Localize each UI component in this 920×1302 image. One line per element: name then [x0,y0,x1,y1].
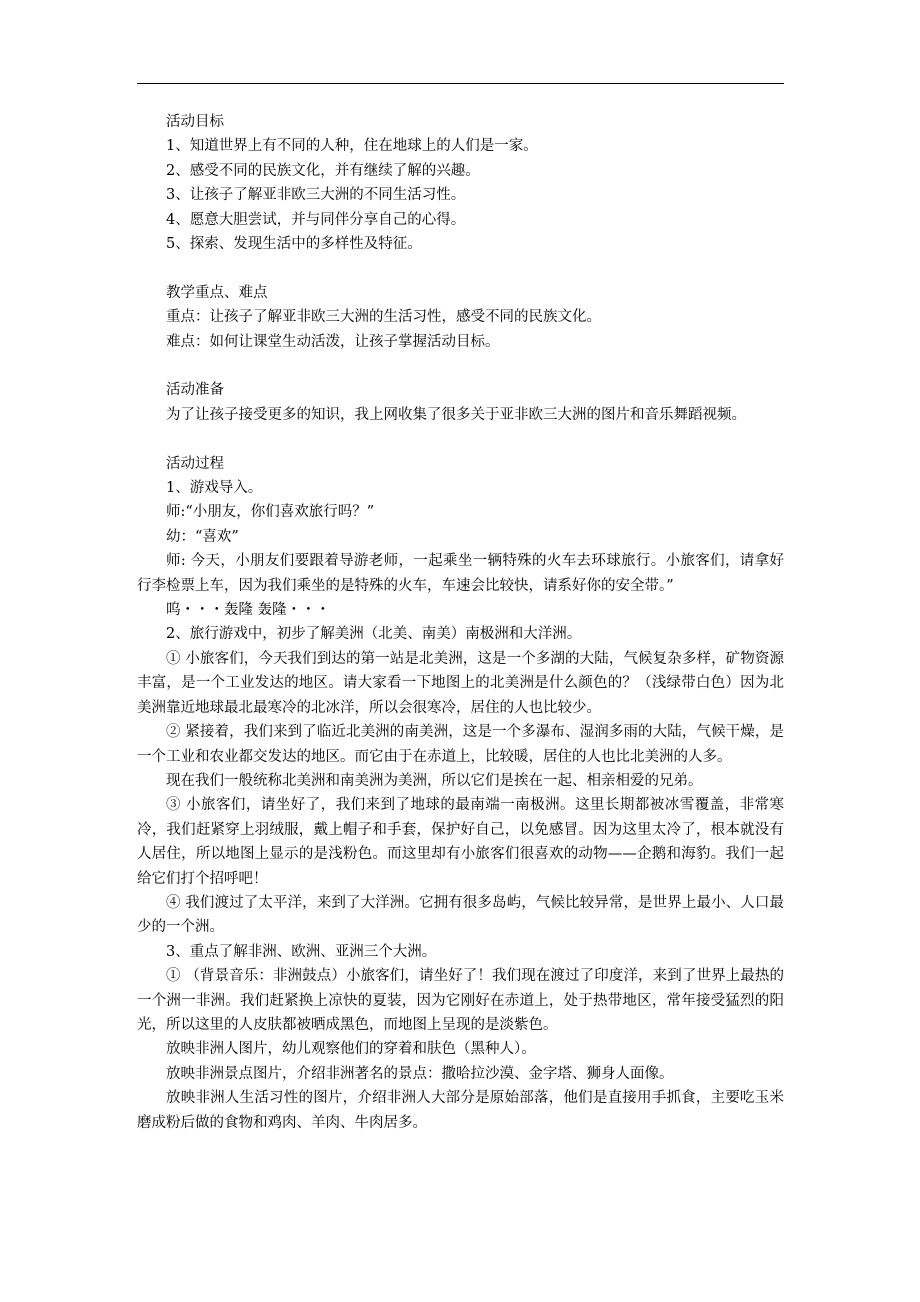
section-heading-goals: 活动目标 [166,114,224,130]
process-paragraph: 2、旅行游戏中，初步了解美洲（北美、南美）南极洲和大洋洲。 [166,626,582,643]
section-heading-keypoints: 教学重点、难点 [166,284,268,301]
difficulty-point: 难点：如何让课堂生动活泼，让孩子掌握活动目标。 [166,333,500,350]
process-paragraph: 放映非洲人图片，幼儿观察他们的穿着和肤色（黑种人）。 [166,1041,536,1058]
goal-item: 5、探索、发现生活中的多样性及特征。 [166,236,422,253]
process-paragraph: ③ 小旅客们，请坐好了，我们来到了地球的最南端一南极洲。这里长期都被冰雪覆盖，非常寒冷，我们赶紧穿上羽绒服，戴上帽子和手套，保护好自己，以免感冒。因为这里太冷了，根本就没有人居住，所以地图上显示的是浅粉色。而这里却有小旅客们很喜欢的动物——企鹅和海豹。我们一起给它们打个招呼吧！ [137,797,784,887]
process-paragraph: 1、游戏导入。 [166,480,263,497]
spacer [137,427,784,451]
process-paragraph: 幼：“喜欢” [166,528,239,545]
process-paragraph: 现在我们一般统称北美洲和南美洲为美洲，所以它们是挨在一起、相亲相爱的兄弟。 [166,772,703,789]
document-body [137,110,784,1135]
process-paragraph: 放映非洲人生活习性的图片，介绍非洲人大部分是原始部落，他们是直接用手抓食，主要吃玉米磨成粉后做的食物和鸡肉、羊肉、牛肉居多。 [137,1090,784,1131]
process-paragraph: 师: 今天，小朋友们要跟着导游老师，一起乘坐一辆特殊的火车去环球旅行。小旅客们，请拿好行李检票上车，因为我们乘坐的是特殊的火车，车速会比较快，请系好你的安全带。” [137,553,784,594]
process-paragraph: 放映非洲景点图片，介绍非洲著名的景点：撒哈拉沙漠、金字塔、狮身人面像。 [166,1065,674,1082]
process-paragraph: ① 小旅客们，今天我们到达的第一站是北美洲，这是一个多湖的大陆，气候复杂多样，矿物资源丰富，是一个工业发达的地区。请大家看一下地图上的北美洲是什么颜色的？（浅绿带白色）因为北美洲靠近地球最北最寒冷的北冰洋，所以会很寒冷，居住的人也比较少。 [137,650,784,716]
goal-item: 4、愿意大胆尝试，并与同伴分享自己的心得。 [166,211,466,228]
section-heading-process: 活动过程 [166,455,224,472]
process-paragraph: 师:“小朋友，你们喜欢旅行吗？” [166,504,375,521]
goal-item: 2、感受不同的民族文化，并有继续了解的兴趣。 [166,162,480,179]
goal-item: 1、知道世界上有不同的人种，住在地球上的人们是一家。 [166,138,538,155]
header-rule [137,83,784,84]
spacer [137,256,784,280]
process-paragraph: ① （背景音乐：非洲鼓点）小旅客们，请坐好了！我们现在渡过了印度洋，来到了世界上最热的一个洲一非洲。我们赶紧换上凉快的夏装，因为它刚好在赤道上，处于热带地区，常年接受猛烈的阳光，所以这里的人皮肤都被晒成黑色，而地图上呈现的是淡紫色。 [137,968,784,1033]
process-paragraph: 3、重点了解非洲、欧洲、亚洲三个大洲。 [166,943,437,960]
section-heading-preparation: 活动准备 [166,382,224,399]
goal-item: 3、让孩子了解亚非欧三大洲的不同生活习性。 [166,187,466,204]
spacer [137,354,784,378]
preparation-text: 为了让孩子接受更多的知识，我上网收集了很多关于亚非欧三大洲的图片和音乐舞蹈视频。 [166,406,746,423]
process-paragraph: ② 紧接着，我们来到了临近北美洲的南美洲，这是一个多瀑布、湿润多雨的大陆，气候干燥，是一个工业和农业都交发达的地区。而它由于在赤道上，比较暖，居住的人也比北美洲的人多。 [137,724,784,765]
key-point: 重点：让孩子了解亚非欧三大洲的生活习性，感受不同的民族文化。 [166,309,601,326]
process-paragraph: ④ 我们渡过了太平洋，来到了大洋洲。它拥有很多岛屿，气候比较异常，是世界上最小、人口最少的一个洲。 [137,894,784,936]
process-paragraph: 呜・・・轰隆 轰隆・・・ [166,602,331,619]
